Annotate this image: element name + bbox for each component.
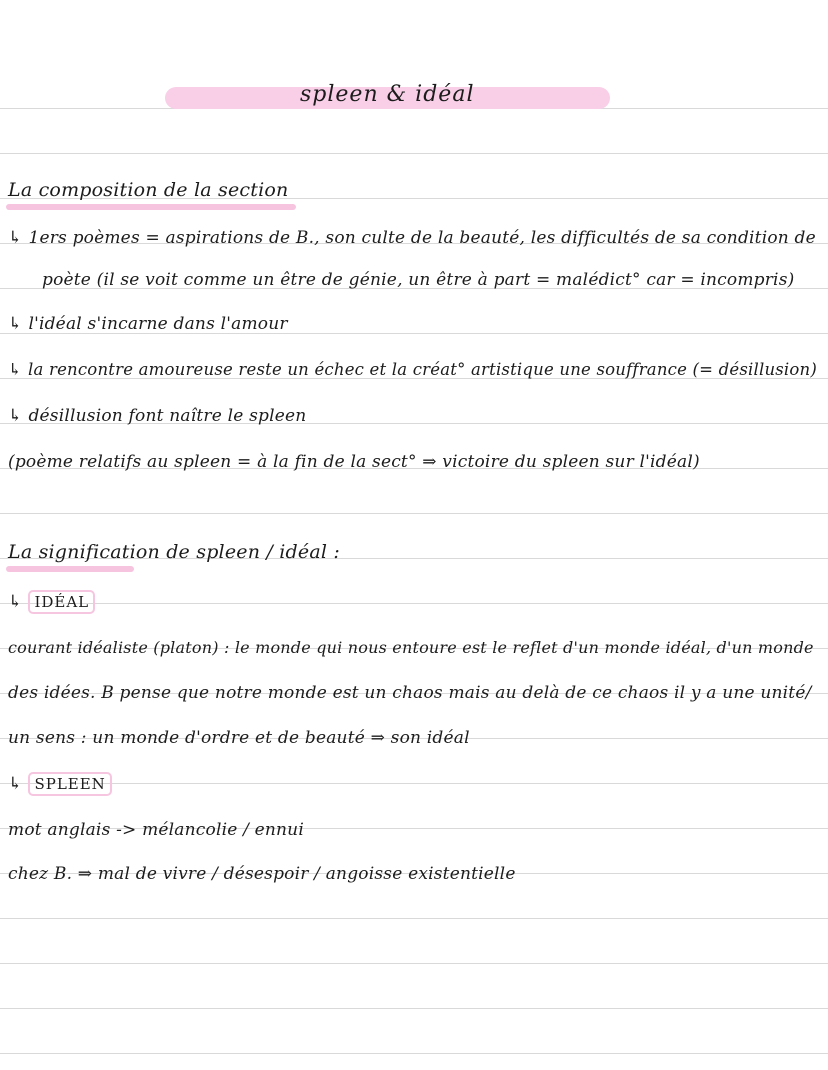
ideal-line-1: courant idéaliste (platon) : le monde qui nous entoure est le reflet d'un monde idéal, d'un monde (8, 638, 814, 657)
section1-item-1: ↳ 1ers poèmes = aspirations de B., son culte de la beauté, les difficultés de sa condition de (8, 228, 816, 248)
spleen-line-2: chez B. ⇒ mal de vivre / désespoir / angoisse existentielle (8, 864, 516, 884)
section1-item-2: ↳ l'idéal s'incarne dans l'amour (8, 314, 288, 334)
ideal-line-2: des idées. B pense que notre monde est un chaos mais au delà de ce chaos il y a une unité/ (8, 683, 812, 703)
spleen-line-1: mot anglais -> mélancolie / ennui (8, 820, 304, 840)
section1-note: (poème relatifs au spleen = à la fin de la sect° ⇒ victoire du spleen sur l'idéal) (8, 452, 700, 472)
arrow-icon: ↳ (8, 592, 23, 612)
page-title: spleen & idéal (300, 82, 475, 107)
section2-heading-underline (6, 566, 134, 572)
ideal-label: IDÉAL (28, 590, 95, 614)
arrow-icon: ↳ (8, 360, 23, 379)
spleen-label: SPLEEN (28, 772, 111, 796)
section1-heading-underline (6, 204, 296, 210)
ideal-label-row (8, 590, 95, 614)
arrow-icon: ↳ (8, 314, 23, 334)
section2-heading: La signification de spleen / idéal : (8, 541, 340, 563)
arrow-icon: ↳ (8, 228, 23, 248)
arrow-icon: ↳ (8, 774, 23, 794)
arrow-icon: ↳ (8, 406, 23, 426)
section1-item-4: ↳ désillusion font naître le spleen (8, 406, 307, 426)
section1-item-3: ↳ la rencontre amoureuse reste un échec et la créat° artistique une souffrance (= désillusion) (8, 360, 818, 379)
section1-heading: La composition de la section (8, 179, 289, 201)
spleen-label-row (8, 772, 112, 796)
section1-item-1-cont: poète (il se voit comme un être de génie, un être à part = malédict° car = incompris) (42, 270, 795, 290)
ideal-line-3: un sens : un monde d'ordre et de beauté ⇒ son idéal (8, 728, 470, 748)
